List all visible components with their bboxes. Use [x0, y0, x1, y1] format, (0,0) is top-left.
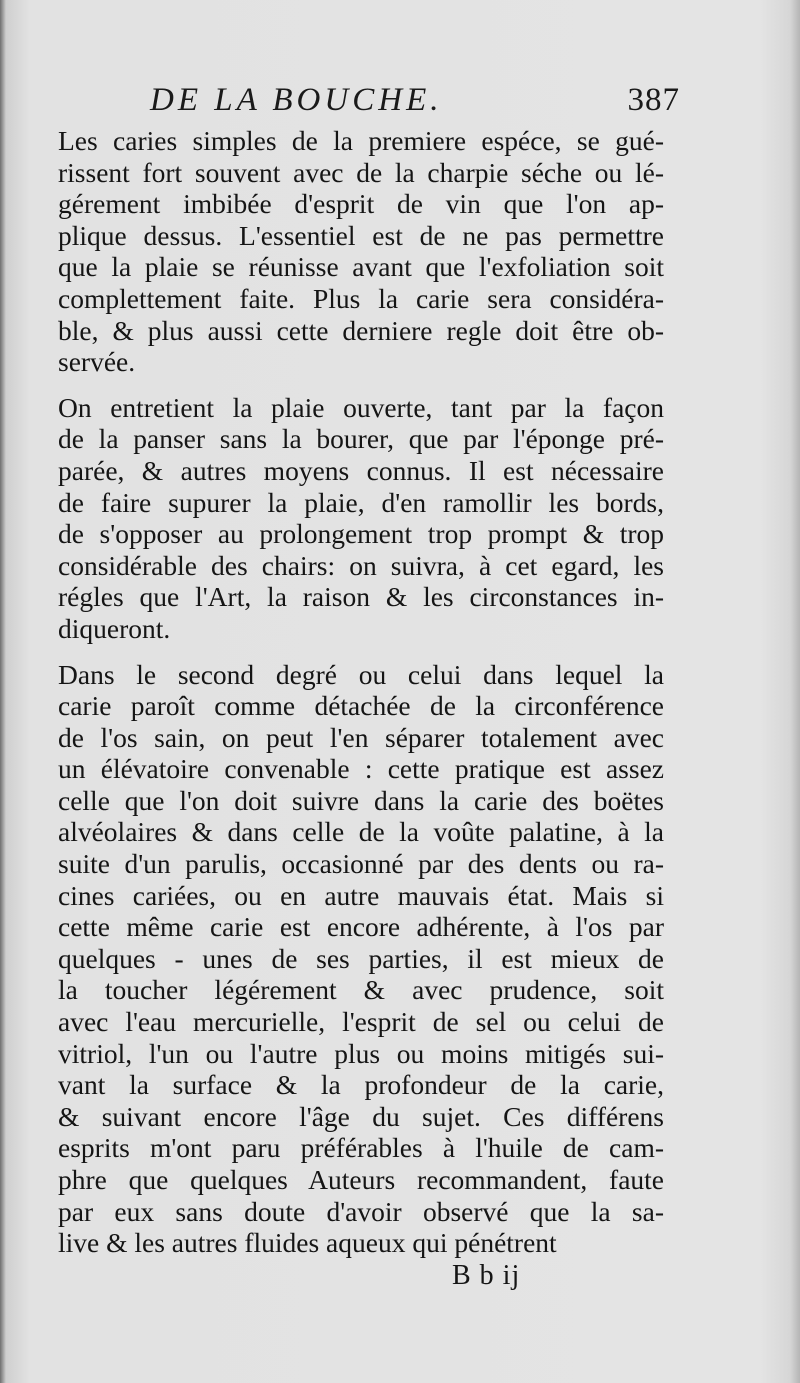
text-line: de la panser sans la bourer, que par l'éponge pré- — [58, 423, 664, 455]
text-line: complettement faite. Plus la carie sera considéra- — [58, 282, 664, 314]
text-line: & suivant encore l'âge du sujet. Ces différens — [58, 1100, 664, 1132]
text-line: live & les autres fluides aqueux qui pénétrent — [58, 1227, 557, 1259]
text-line: diqueront. — [58, 612, 171, 644]
text-line: Dans le second degré ou celui dans lequel la — [58, 658, 664, 690]
signature-mark: B b ij — [452, 1260, 521, 1291]
text-line: servée. — [58, 346, 136, 378]
text-line: quelques - unes de ses parties, il est mieux de — [58, 942, 664, 974]
text-line: ble, & plus aussi cette derniere regle doit être ob- — [58, 314, 664, 346]
text-line: Les caries simples de la premiere espéce, se gué- — [58, 125, 664, 156]
paragraph-gap — [58, 645, 664, 659]
text-line: suite d'un parulis, occasionné par des dents ou ra- — [58, 848, 664, 880]
text-line: de faire supurer la plaie, d'en ramollir les bords, — [58, 486, 664, 518]
body-text — [58, 125, 664, 1259]
text-line: régles que l'Art, la raison & les circonstances in- — [58, 581, 664, 613]
text-line: avec l'eau mercurielle, l'esprit de sel ou celui de — [58, 1006, 664, 1038]
paragraph — [58, 125, 664, 378]
text-line: la toucher légérement & avec prudence, soit — [58, 974, 664, 1006]
text-line: carie paroît comme détachée de la circonférence — [58, 690, 664, 722]
text-line: de s'opposer au prolongement trop prompt & trop — [58, 518, 664, 550]
page-number: 387 — [627, 82, 680, 118]
text-line: que la plaie se réunisse avant que l'exfoliation soit — [58, 251, 664, 283]
text-line: rissent fort souvent avec de la charpie séche ou lé- — [58, 156, 664, 188]
text-line: phre que quelques Auteurs recommandent, faute — [58, 1164, 664, 1195]
text-line: esprits m'ont paru préférables à l'huile de cam- — [58, 1132, 664, 1164]
text-line: On entretient la plaie ouverte, tant par la façon — [58, 391, 664, 423]
text-line: gérement imbibée d'esprit de vin que l'on ap- — [58, 188, 664, 220]
paragraph — [58, 659, 664, 1259]
text-line: cines cariées, ou en autre mauvais état. Mais si — [58, 879, 664, 911]
text-line: plique dessus. L'essentiel est de ne pas permettre — [58, 219, 664, 251]
page-header — [150, 82, 680, 122]
text-line: celle que l'on doit suivre dans la carie des boëtes — [58, 784, 664, 816]
text-line: un élévatoire convenable : cette pratique est assez — [58, 753, 664, 785]
text-line: par eux sans doute d'avoir observé que la sa- — [58, 1195, 664, 1227]
text-line: alvéolaires & dans celle de la voûte palatine, à la — [58, 816, 664, 848]
running-title: DE LA BOUCHE. — [150, 82, 443, 118]
text-line: vitriol, l'un ou l'autre plus ou moins mitigés sui- — [58, 1037, 664, 1069]
text-line: cette même carie est encore adhérente, à l'os par — [58, 911, 664, 943]
paragraph — [58, 392, 664, 645]
text-line: considérable des chairs: on suivra, à cet egard, les — [58, 549, 664, 581]
paragraph-gap — [58, 378, 664, 392]
text-line: de l'os sain, on peut l'en séparer totalement avec — [58, 721, 664, 753]
text-line: parée, & autres moyens connus. Il est nécessaire — [58, 454, 664, 486]
text-line: vant la surface & la profondeur de la carie, — [58, 1069, 664, 1101]
